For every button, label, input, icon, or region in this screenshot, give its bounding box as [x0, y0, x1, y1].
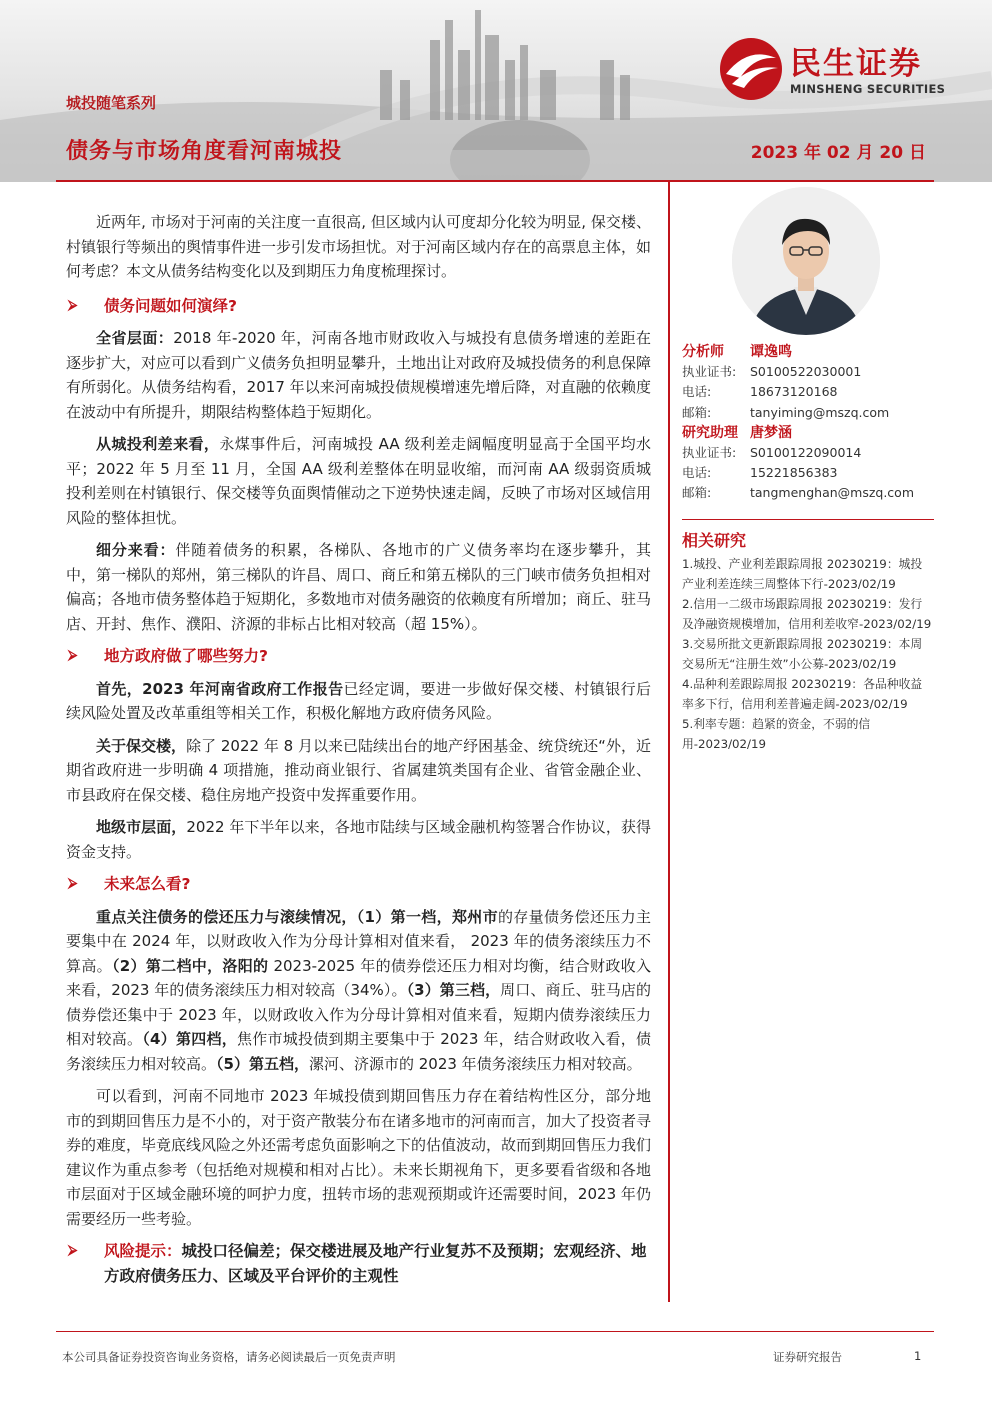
analyst-name: 谭逸鸣	[750, 344, 792, 360]
section-heading-debt	[66, 294, 651, 319]
paragraph: 全省层面：2018 年-2020 年，河南各地市财政收入与城投有息债务增速的差距在逐步扩大，对应可以看到广义债务负担明显攀升，土地出让对政府及城投债务的利息保障有所弱化。从债务结构看，2017 年以来河南城投债规模增速先增后降，对直融的依赖度在波动中有所提升，期限结构整体趋于短期化。	[66, 329, 652, 421]
analyst-phone: 18673120168	[750, 384, 838, 400]
related-research-item[interactable]: 4.品种利差跟踪周报 20230219：各品种收益率多下行，信用利差普遍走阔-2023/02/19	[682, 677, 923, 711]
related-research-list	[682, 554, 932, 754]
related-research-title: 相关研究	[682, 531, 747, 550]
footer-disclaimer: 本公司具备证券投资咨询业务资格，请务必阅读最后一页免责声明	[62, 1350, 396, 1364]
arrow-icon: ⮚	[68, 1243, 78, 1258]
section-heading-government	[66, 644, 651, 669]
related-research-item[interactable]: 1.城投、产业利差跟踪周报 20230219：城投产业利差连续三周整体下行-2023/02/19	[682, 557, 923, 591]
header-divider	[56, 180, 934, 182]
paragraph: 首先，2023 年河南省政府工作报告已经定调，要进一步做好保交楼、村镇银行后续风险处置及改革重组等相关工作，积极化解地方政府债务风险。	[66, 679, 651, 722]
arrow-icon: ⮚	[68, 876, 78, 891]
section-heading-text: 未来怎么看?	[104, 875, 191, 893]
sidebar-divider	[682, 519, 934, 520]
assistant-email[interactable]: tangmenghan@mszq.com	[750, 485, 915, 501]
assistant-name: 唐梦涵	[750, 424, 792, 441]
footer-divider	[56, 1331, 934, 1332]
risk-warning	[66, 1239, 651, 1288]
page-number: 1	[914, 1349, 922, 1363]
analyst-info: 分析师 谭逸鸣 执业证书: S0100522030001 电话: 18673120168 邮箱: tanyiming@mszq.com 研究助理 唐梦涵 执业证书: S0100122090014 电话: 15221856383 邮箱: tangmenghan@mszq.com	[682, 342, 932, 504]
intro-paragraph: 近两年, 市场对于河南的关注度一直很高, 但区域内认可度却分化较为明显, 保交楼、村镇银行等频出的舆情事件进一步引发市场担忧。对于河南区域内存在的高票息主体，如何考虑？本文从债务结构变化以及到期压力角度梳理探讨。	[66, 213, 652, 280]
person-avatar-icon	[732, 187, 880, 335]
footer-report-type: 证券研究报告	[773, 1350, 842, 1364]
analyst-photo	[732, 187, 880, 335]
paragraph: 细分来看：伴随着债务的积累，各梯队、各地市的广义债务率均在逐步攀升，其中，第一梯队的郑州，第三梯队的许昌、周口、商丘和第五梯队的三门峡市债务负担相对偏高；各地市债务整体趋于短期化，多数地市对债务融资的依赖度有所增加；商丘、驻马店、开封、焦作、濮阳、济源的非标占比相对较高（超 15%）。	[66, 541, 652, 633]
assistant-phone: 15221856383	[750, 465, 838, 481]
report-title: 债务与市场角度看河南城投	[66, 139, 343, 164]
analyst-cert: S0100522030001	[750, 364, 862, 380]
main-content	[66, 210, 651, 1296]
related-research-item[interactable]: 2.信用一二级市场跟踪周报 20230219：发行及净融资规模增加，信用利差收窄-2023/02/19	[682, 597, 932, 631]
paragraph: 重点关注债务的偿还压力与滚续情况，（1）第一档，郑州市的存量债务偿还压力主要集中在 2024 年，以财政收入作为分母计算相对值来看， 2023 年的债务滚续压力不算高。（2）第二档中，洛阳的 2023-2025 年的债券偿还压力相对均衡，结合财政收入来看，2023 年的债务滚续压力相对较高（34%）。（3）第三档，周口、商丘、驻马店的债券偿还集中于 2023 年，以财政收入作为分母计算相对值来看，短期内债券滚续压力相对较高。（4）第四档，焦作市城投债到期主要集中于 2023 年，结合财政收入看，债务滚续压力相对较高。（5）第五档，漯河、济源市的 2023 年债务滚续压力相对较高。	[66, 907, 651, 1073]
arrow-icon: ⮚	[68, 297, 78, 313]
section-heading-text: 债务问题如何演绎?	[104, 296, 237, 315]
arrow-icon: ⮚	[68, 648, 78, 663]
company-logo	[718, 36, 968, 106]
assistant-role: 研究助理	[682, 424, 738, 441]
risk-text: 风险提示：城投口径偏差；保交楼进展及地产行业复苏不及预期；宏观经济、地方政府债务压力、区域及平台评价的主观性	[104, 1242, 647, 1285]
related-research-item[interactable]: 3.交易所批文更新跟踪周报 20230219：本周交易所无“注册生效”小公募-2023/02/19	[682, 637, 923, 671]
assistant-cert: S0100122090014	[750, 445, 862, 461]
report-date: 2023 年 02 月 20 日	[750, 143, 926, 163]
section-heading-text: 地方政府做了哪些努力?	[104, 647, 268, 665]
series-label: 城投随笔系列	[66, 94, 157, 112]
paragraph: 从城投利差来看，永煤事件后，河南城投 AA 级利差走阔幅度明显高于全国平均水平；2022 年 5 月至 11 月，全国 AA 级利差整体在明显收缩，而河南 AA 级弱资质城投利差则在村镇银行、保交楼等负面舆情催动之下逆势快速走阔，反映了市场对区域信用风险的整体担忧。	[66, 435, 652, 527]
analyst-role: 分析师	[682, 344, 724, 360]
analyst-email[interactable]: tanyiming@mszq.com	[750, 404, 890, 420]
paragraph: 可以看到，河南不同地市 2023 年城投债到期回售压力存在着结构性区分，部分地市的到期回售压力是不小的，对于资产散装分布在诸多地市的河南而言，加大了投资者寻券的难度，毕竟底线风险之外还需考虑负面影响之下的估值波动，故而到期回售压力我们建议作为重点参考（包括绝对规模和相对占比）。未来长期视角下，更多要看省级和各地市层面对于区域金融环境的呵护力度，扭转市场的悲观预期或许还需要时间，2023 年仍需要经历一些考验。	[66, 1087, 652, 1228]
logo-mark-icon	[718, 36, 784, 102]
logo-text-cn: 民生证券	[790, 46, 922, 82]
logo-text-en: MINSHENG SECURITIES	[790, 82, 946, 96]
related-research-item[interactable]: 5.利率专题：趋紧的资金，不弱的信用-2023/02/19	[682, 717, 871, 751]
paragraph: 地级市层面，2022 年下半年以来，各地市陆续与区域金融机构签署合作协议，获得资金支持。	[66, 818, 651, 861]
paragraph: 关于保交楼，除了 2022 年 8 月以来已陆续出台的地产纾困基金、统贷统还“外，近期省政府进一步明确 4 项措施，推动商业银行、省属建筑类国有企业、省管金融企业、市县政府在保交楼、稳住房地产投资中发挥重要作用。	[66, 736, 651, 804]
column-divider	[668, 182, 670, 1302]
section-heading-outlook	[66, 872, 651, 897]
